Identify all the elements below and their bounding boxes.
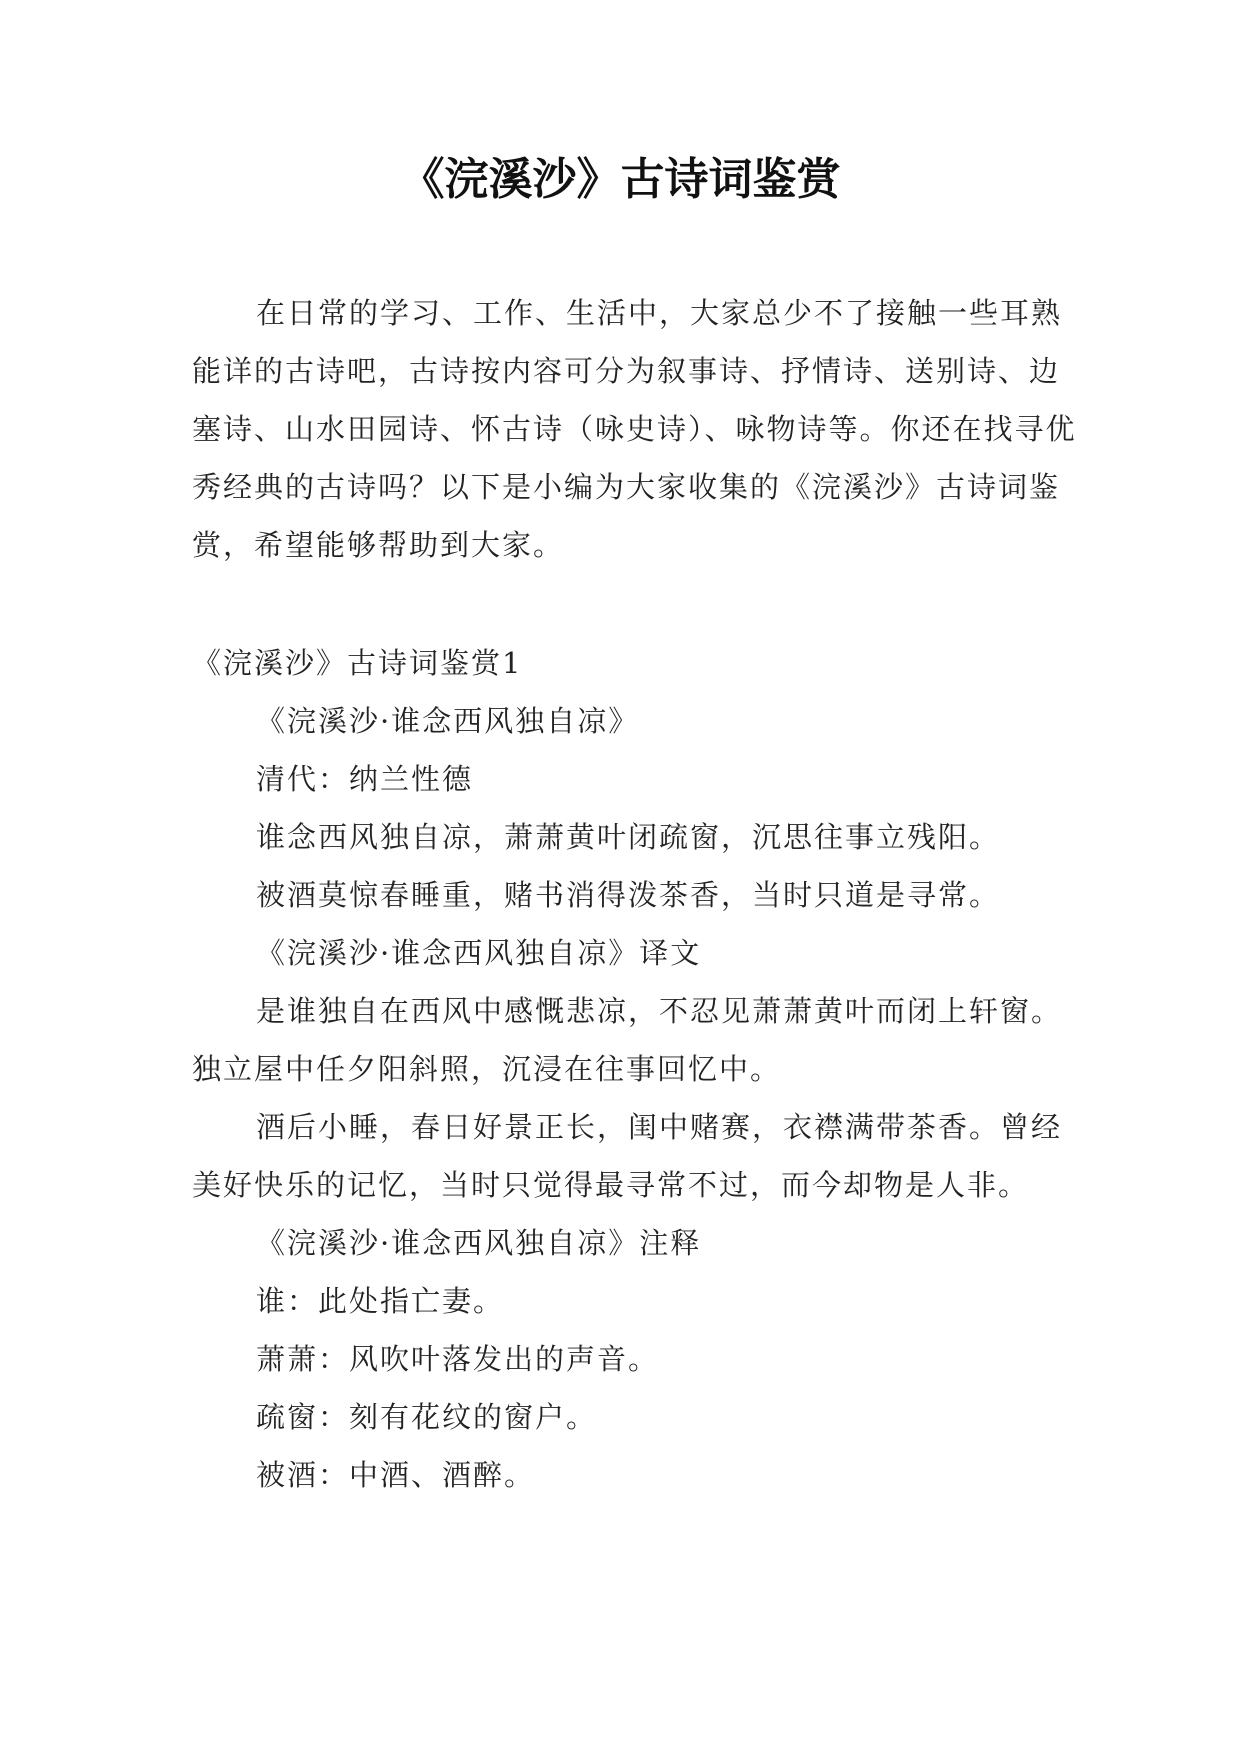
note-item: 被酒：中酒、酒醉。	[256, 1458, 536, 1492]
notes-heading: 《浣溪沙·谁念西风独自凉》注释	[256, 1226, 702, 1260]
intro-block	[192, 284, 1082, 574]
note-item: 谁：此处指亡妻。	[256, 1284, 505, 1318]
document-title: 《浣溪沙》古诗词鉴赏	[400, 154, 841, 205]
note-item: 萧萧：风吹叶落发出的声音。	[256, 1342, 660, 1376]
translation-heading: 《浣溪沙·谁念西风独自凉》译文	[256, 936, 702, 970]
section-heading: 《浣溪沙》古诗词鉴赏1	[192, 646, 523, 680]
translation-paragraph: 酒后小睡，春日好景正长，闺中赌赛，衣襟满带茶香。曾经美好快乐的记忆，当时只觉得最寻常不过，而今却物是人非。	[192, 1110, 1063, 1202]
intro-paragraph: 在日常的学习、工作、生活中，大家总少不了接触一些耳熟能详的古诗吧，古诗按内容可分为叙事诗、抒情诗、送别诗、边塞诗、山水田园诗、怀古诗（咏史诗）、咏物诗等。你还在找寻优秀经典的古诗吗？以下是小编为大家收集的《浣溪沙》古诗词鉴赏，希望能够帮助到大家。	[192, 296, 1077, 562]
poem-line: 谁念西风独自凉，萧萧黄叶闭疏窗，沉思往事立残阳。	[256, 820, 1001, 854]
translation-paragraph: 是谁独自在西风中感慨悲凉，不忍见萧萧黄叶而闭上轩窗。独立屋中任夕阳斜照，沉浸在往事回忆中。	[192, 994, 1063, 1086]
poem-author: 清代：纳兰性德	[256, 762, 474, 796]
section-block	[192, 634, 1082, 1504]
poem-line: 被酒莫惊春睡重，赌书消得泼茶香，当时只道是寻常。	[256, 878, 1001, 912]
note-item: 疏窗：刻有花纹的窗户。	[256, 1400, 598, 1434]
poem-title: 《浣溪沙·谁念西风独自凉》	[256, 704, 640, 738]
